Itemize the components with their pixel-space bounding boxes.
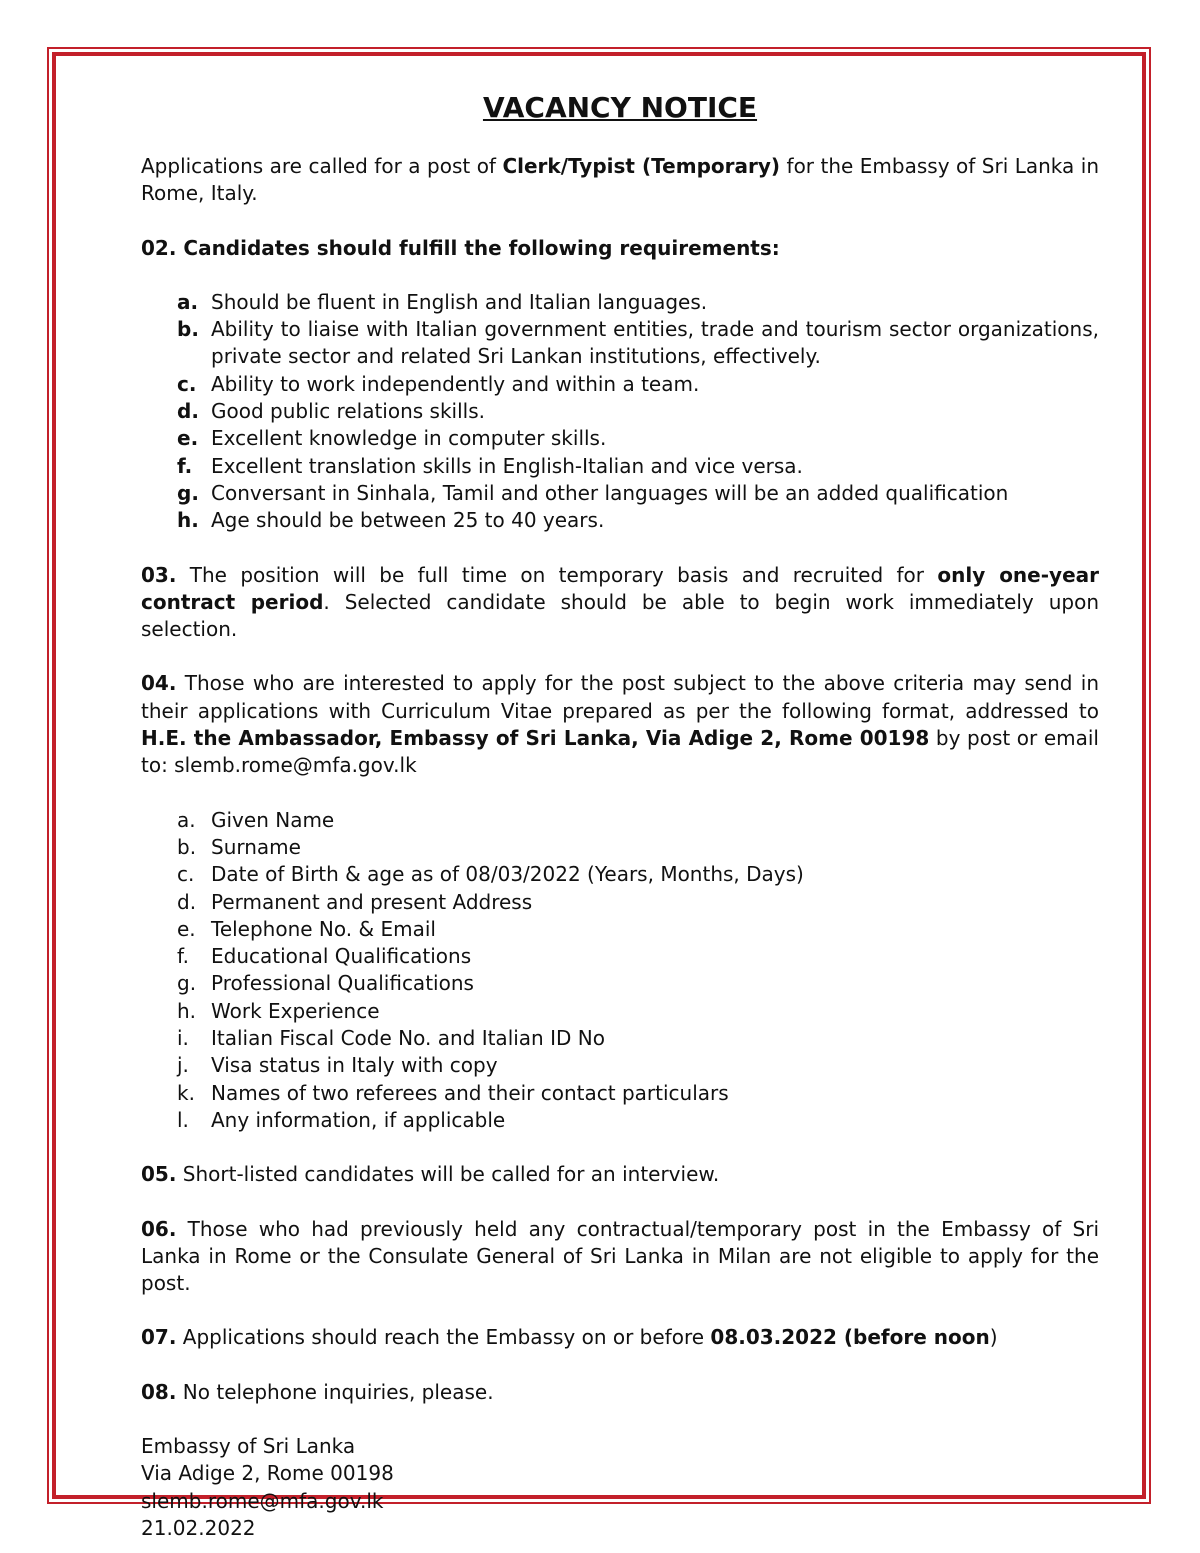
list-marker: a. — [177, 289, 199, 314]
list-item-text: Excellent translation skills in English-Italian and vice versa. — [211, 453, 803, 478]
list-item-text: Permanent and present Address — [211, 889, 533, 914]
list-marker: e. — [177, 916, 196, 941]
list-item-text: Educational Qualifications — [211, 944, 472, 969]
section-08 — [141, 1379, 1099, 1406]
intro-paragraph — [141, 153, 1099, 208]
list-item-text: Ability to work independently and within a team. — [211, 371, 700, 396]
list-marker: d. — [177, 399, 199, 424]
list-item — [141, 480, 1099, 507]
addressee: H.E. the Ambassador, Embassy of Sri Lanka, Via Adige 2, Rome 00198 — [141, 726, 930, 751]
section-06 — [141, 1216, 1099, 1298]
list-item — [141, 834, 1099, 861]
list-item — [141, 1025, 1099, 1052]
notice-date: 21.02.2022 — [141, 1515, 256, 1540]
section-number: 08. — [141, 1379, 177, 1404]
list-marker: h. — [177, 508, 199, 533]
list-item — [141, 507, 1099, 534]
list-marker: j. — [177, 1053, 189, 1078]
section-text: by post or email to: slemb.rome@mfa.gov.lk — [141, 726, 1099, 778]
list-item — [141, 943, 1099, 970]
section-04 — [141, 670, 1099, 779]
list-item — [141, 425, 1099, 452]
list-marker: f. — [177, 944, 189, 969]
list-item-text: Work Experience — [211, 998, 380, 1023]
section-text: Those who had previously held any contractual/temporary post in the Embassy of Sri Lanka in Rome or the Consulate General of Sri Lanka in Milan are not eligible to apply for the post. — [141, 1216, 1099, 1296]
list-item-text: Excellent knowledge in computer skills. — [211, 426, 607, 451]
section-text: ) — [989, 1325, 998, 1350]
list-marker: e. — [177, 426, 199, 451]
list-item-text: Italian Fiscal Code No. and Italian ID No — [211, 1026, 605, 1051]
list-item — [141, 861, 1099, 888]
list-item-text: Good public relations skills. — [211, 399, 485, 424]
list-item-text: Surname — [211, 834, 301, 859]
list-marker: g. — [177, 971, 197, 996]
section-text: . Selected candidate should be able to begin work immediately upon selection. — [141, 589, 1099, 642]
list-item-text: Telephone No. & Email — [211, 916, 436, 941]
list-marker: l. — [177, 1107, 189, 1132]
list-marker: b. — [177, 834, 197, 859]
notice-content — [141, 88, 1099, 1542]
list-item — [141, 398, 1099, 425]
sender-street: Via Adige 2, Rome 00198 — [141, 1461, 394, 1486]
requirements-heading: 02. Candidates should fulfill the following requirements: — [141, 235, 780, 260]
post-title: Clerk/Typist (Temporary) — [502, 154, 781, 178]
list-item-text: Ability to liaise with Italian government entities, trade and tourism sector organizations, private sector and related Sri Lankan institutions, effectively. — [211, 317, 1099, 369]
list-item — [141, 916, 1099, 943]
cv-format-list — [141, 807, 1099, 1135]
list-marker: d. — [177, 889, 197, 914]
list-item — [141, 316, 1099, 371]
section-number: 04. — [141, 671, 177, 696]
list-item — [141, 289, 1099, 316]
list-item-text: Age should be between 25 to 40 years. — [211, 508, 605, 533]
deadline: 08.03.2022 (before noon — [710, 1325, 990, 1350]
list-item-text: Professional Qualifications — [211, 971, 474, 996]
sender-email: slemb.rome@mfa.gov.lk — [141, 1488, 384, 1513]
intro-text-post: for the Embassy of Sri Lanka in Rome, Italy. — [141, 154, 1100, 206]
section-number: 05. — [141, 1162, 177, 1187]
list-item-text: Visa status in Italy with copy — [211, 1053, 498, 1078]
list-marker: h. — [177, 998, 197, 1023]
list-marker: f. — [177, 453, 193, 478]
list-item — [141, 970, 1099, 997]
list-item — [141, 998, 1099, 1025]
section-text: Short-listed candidates will be called for an interview. — [176, 1162, 720, 1187]
section-number: 03. — [141, 562, 177, 587]
list-item — [141, 453, 1099, 480]
requirements-list — [141, 289, 1099, 535]
intro-text-pre: Applications are called for a post of — [141, 154, 503, 178]
list-item — [141, 807, 1099, 834]
section-number: 06. — [141, 1216, 177, 1241]
list-item — [141, 889, 1099, 916]
list-item — [141, 1080, 1099, 1107]
list-marker: g. — [177, 480, 199, 505]
section-text: Applications should reach the Embassy on or before — [176, 1325, 711, 1350]
list-item — [141, 1052, 1099, 1079]
list-marker: c. — [177, 371, 197, 396]
list-marker: c. — [177, 862, 195, 887]
list-item — [141, 1107, 1099, 1134]
list-item-text: Date of Birth & age as of 08/03/2022 (Years, Months, Days) — [211, 862, 804, 887]
section-07 — [141, 1324, 1099, 1351]
list-item-text: Names of two referees and their contact particulars — [211, 1080, 729, 1105]
list-marker: k. — [177, 1080, 195, 1105]
list-marker: i. — [177, 1026, 189, 1051]
list-item-text: Should be fluent in English and Italian languages. — [211, 289, 708, 314]
contract-period: only one-year contract period — [141, 562, 1099, 614]
section-text: No telephone inquiries, please. — [176, 1379, 494, 1404]
section-03 — [141, 562, 1099, 644]
list-marker: a. — [177, 807, 196, 832]
sender-name: Embassy of Sri Lanka — [141, 1433, 356, 1458]
list-item-text: Conversant in Sinhala, Tamil and other languages will be an added qualification — [211, 480, 1009, 505]
notice-title: VACANCY NOTICE — [482, 91, 758, 124]
list-marker: b. — [177, 317, 199, 342]
list-item-text: Any information, if applicable — [211, 1107, 506, 1132]
section-text: The position will be full time on temporary basis and recruited for — [176, 562, 938, 587]
section-text: Those who are interested to apply for the post subject to the above criteria may send in their applications with Curriculum Vitae prepared as per the following format, addressed to — [141, 671, 1099, 723]
list-item-text: Given Name — [211, 807, 335, 832]
section-05 — [141, 1161, 1099, 1188]
section-number: 07. — [141, 1325, 177, 1350]
sender-address — [141, 1433, 1099, 1542]
list-item — [141, 371, 1099, 398]
